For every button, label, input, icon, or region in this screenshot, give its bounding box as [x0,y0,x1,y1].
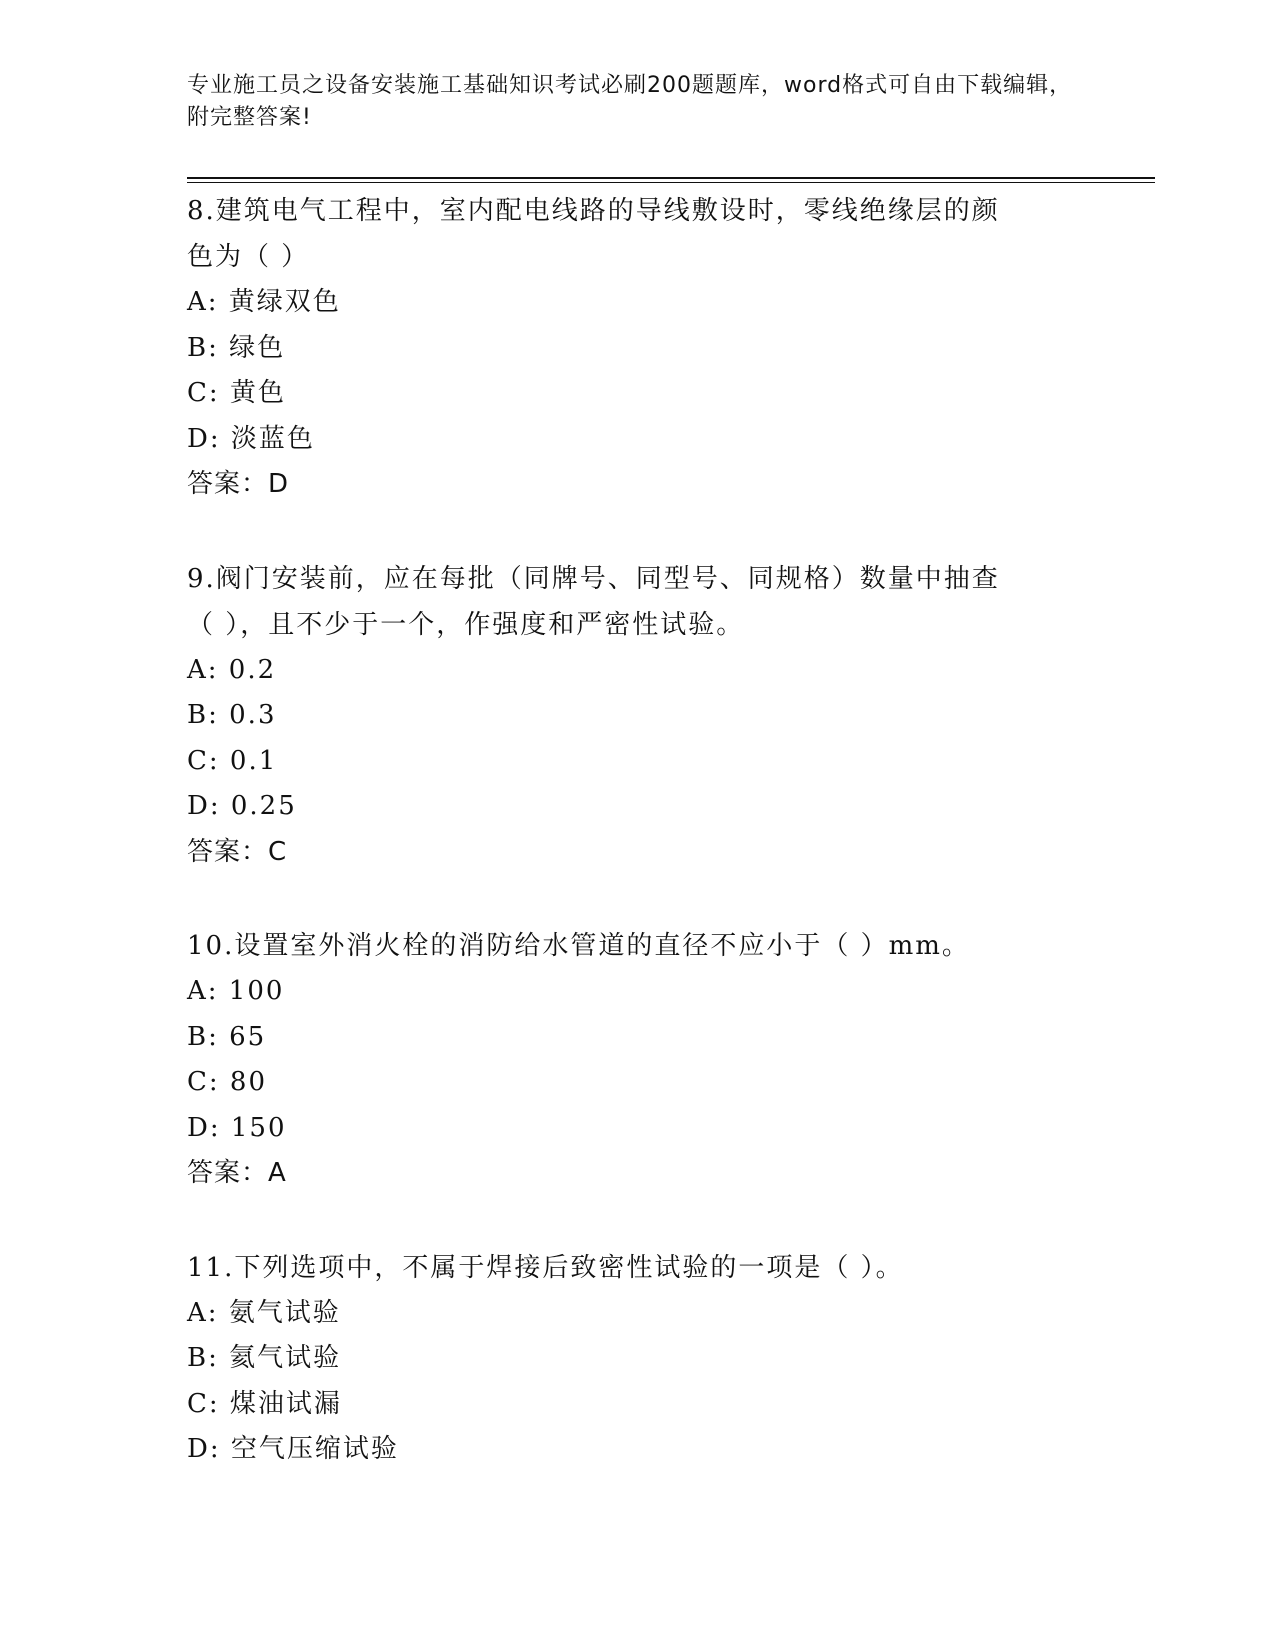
option-c: C: 80 [187,1067,268,1097]
option-c: C: 0.1 [187,745,278,776]
option-a: A: 氨气试验 [187,1297,341,1328]
option-d: D: 空气压缩试验 [187,1434,399,1464]
question-9 [187,556,1087,876]
answer-line: 答案：A [187,1158,287,1188]
answer-line: 答案：C [187,836,288,867]
option-d: D: 淡蓝色 [187,423,315,454]
option-d: D: 150 [187,1112,287,1143]
option-a: A: 黄绿双色 [187,287,341,317]
header-divider-thick [187,177,1155,179]
option-b: B: 65 [187,1021,267,1052]
option-a: A: 0.2 [187,654,277,685]
question-stem: 8.建筑电气工程中，室内配电线路的导线敷设时，零线绝缘层的颜色为（ ） [187,196,1000,272]
question-10 [187,923,1087,1197]
option-a: A: 100 [187,976,285,1006]
question-stem: 11.下列选项中，不属于焊接后致密性试验的一项是（ ）。 [187,1252,904,1283]
question-stem: 9.阀门安装前，应在每批（同牌号、同型号、同规格）数量中抽查（ ），且不少于一个，作强度和严密性试验。 [187,563,1000,640]
answer-line: 答案：D [187,469,290,499]
question-8 [187,188,1087,508]
option-b: B: 0.3 [187,700,277,730]
question-stem: 10.设置室外消火栓的消防给水管道的直径不应小于（ ）mm。 [187,931,970,961]
option-b: B: 绿色 [187,332,286,363]
question-list [187,188,1087,1521]
option-b: B: 氦气试验 [187,1343,342,1373]
document-title: 专业施工员之设备安装施工基础知识考试必刷200题题库，word格式可自由下载编辑，附完整答案! [187,73,1073,130]
option-c: C: 煤油试漏 [187,1388,342,1419]
document-header [187,70,1087,134]
header-divider-thin [187,182,1155,183]
question-11 [187,1245,1087,1473]
option-d: D: 0.25 [187,791,297,821]
option-c: C: 黄色 [187,378,286,408]
